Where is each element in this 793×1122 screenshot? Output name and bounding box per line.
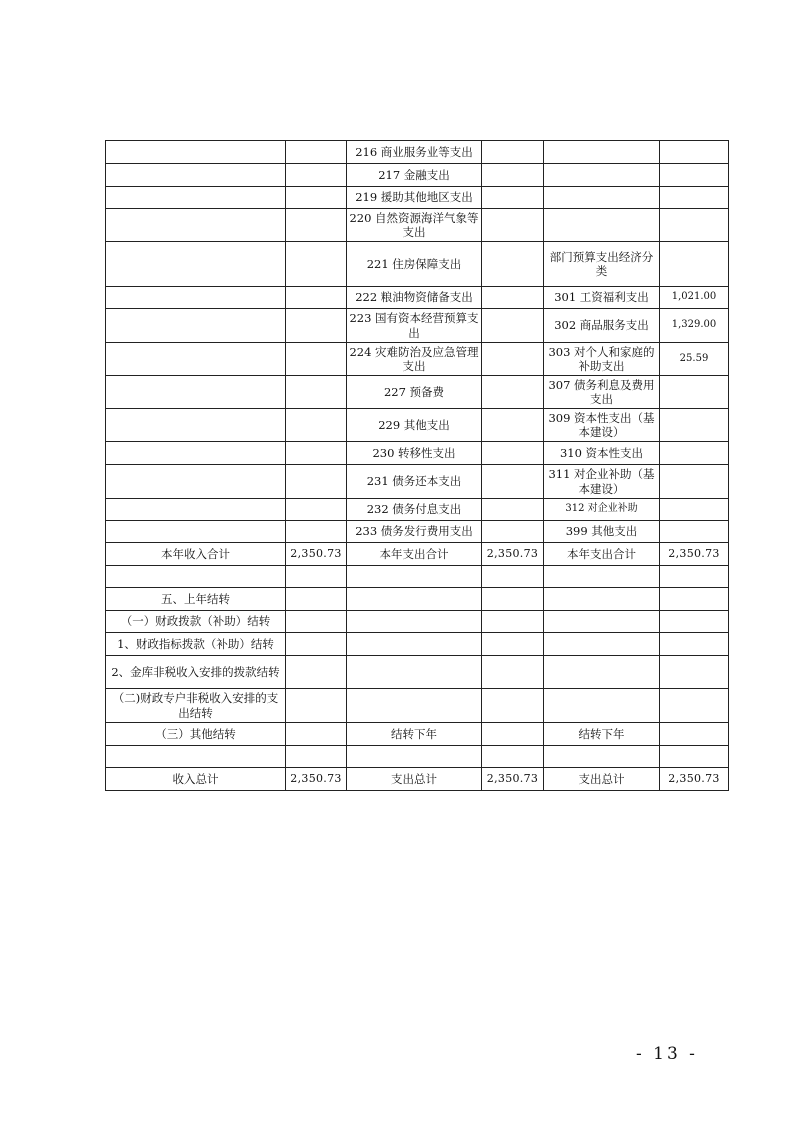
table-cell: 1,021.00 [660,287,729,309]
table-cell [106,209,286,242]
table-cell [660,499,729,521]
table-cell [286,723,347,746]
table-cell [106,465,286,499]
table-cell [482,376,544,409]
table-cell: 收入总计 [106,768,286,791]
table-cell [660,656,729,689]
table-cell [544,656,660,689]
table-cell [544,187,660,209]
table-cell [482,409,544,442]
table-cell: （三）其他结转 [106,723,286,746]
table-cell [482,164,544,187]
table-row [106,442,729,465]
table-cell [286,465,347,499]
table-cell [286,164,347,187]
table-cell [347,689,482,723]
table-cell: 本年支出合计 [347,543,482,566]
table-row [106,768,729,791]
table-cell: 312 对企业补助 [544,499,660,521]
table-cell [482,633,544,656]
table-cell: 2,350.73 [286,543,347,566]
table-cell: 2,350.73 [660,768,729,791]
table-cell [106,164,286,187]
table-cell [660,633,729,656]
table-cell [106,343,286,376]
table-cell [347,611,482,633]
table-cell: 217 金融支出 [347,164,482,187]
table-cell [482,141,544,164]
table-cell [286,633,347,656]
table-cell [544,141,660,164]
table-cell: 233 债务发行费用支出 [347,521,482,543]
table-cell: 1、财政指标拨款（补助）结转 [106,633,286,656]
table-cell [660,746,729,768]
table-cell [660,521,729,543]
table-cell [106,242,286,287]
budget-table [105,140,729,791]
table-cell [482,343,544,376]
table-cell: 2,350.73 [482,543,544,566]
table-cell: 五、上年结转 [106,588,286,611]
table-cell [286,141,347,164]
table-cell [347,656,482,689]
table-cell: 2,350.73 [660,543,729,566]
table-cell [660,164,729,187]
table-cell [286,409,347,442]
table-cell [286,521,347,543]
table-cell [660,376,729,409]
table-cell [286,746,347,768]
table-cell: 219 援助其他地区支出 [347,187,482,209]
table-cell: 223 国有资本经营预算支出 [347,309,482,343]
table-cell [482,611,544,633]
table-cell [106,521,286,543]
table-cell [544,633,660,656]
table-row [106,409,729,442]
table-row [106,499,729,521]
table-row [106,746,729,768]
table-cell: 309 资本性支出（基本建设） [544,409,660,442]
table-cell [544,588,660,611]
table-cell [482,588,544,611]
table-cell [286,343,347,376]
table-cell: 本年支出合计 [544,543,660,566]
table-cell [544,566,660,588]
table-row [106,656,729,689]
table-cell: 311 对企业补助（基本建设） [544,465,660,499]
table-cell [482,242,544,287]
table-cell [660,465,729,499]
table-cell [106,566,286,588]
table-cell [482,187,544,209]
table-row [106,521,729,543]
table-row [106,588,729,611]
table-cell [286,242,347,287]
table-cell [106,499,286,521]
table-cell: 229 其他支出 [347,409,482,442]
table-row [106,465,729,499]
table-cell [660,588,729,611]
table-cell [482,656,544,689]
table-cell [482,723,544,746]
table-cell [544,746,660,768]
table-row [106,633,729,656]
table-cell [106,746,286,768]
table-cell: 222 粮油物资储备支出 [347,287,482,309]
table-cell: 232 债务付息支出 [347,499,482,521]
table-cell: 310 资本性支出 [544,442,660,465]
table-cell [482,309,544,343]
table-cell [286,656,347,689]
table-row [106,309,729,343]
table-cell: 303 对个人和家庭的补助支出 [544,343,660,376]
table-row [106,164,729,187]
table-cell [544,689,660,723]
table-row [106,543,729,566]
table-cell: 结转下年 [544,723,660,746]
table-cell: 302 商品服务支出 [544,309,660,343]
table-cell [286,611,347,633]
table-cell [347,746,482,768]
table-cell [482,287,544,309]
page-number: - 13 - [636,1044,698,1064]
table-cell [286,499,347,521]
table-cell [544,209,660,242]
table-cell: 307 债务利息及费用支出 [544,376,660,409]
table-cell: 220 自然资源海洋气象等支出 [347,209,482,242]
table-cell [660,409,729,442]
table-row [106,141,729,164]
table-cell: 25.59 [660,343,729,376]
table-cell [660,187,729,209]
table-cell: 224 灾难防治及应急管理支出 [347,343,482,376]
table-cell [347,588,482,611]
table-row [106,209,729,242]
table-cell [660,242,729,287]
table-row [106,343,729,376]
table-cell [286,309,347,343]
table-cell [482,499,544,521]
table-cell [286,287,347,309]
table-cell [482,689,544,723]
table-cell [286,566,347,588]
table-row [106,376,729,409]
table-cell [660,566,729,588]
table-cell [660,723,729,746]
table-row [106,187,729,209]
table-cell [286,689,347,723]
table-cell [106,187,286,209]
table-cell: 399 其他支出 [544,521,660,543]
table-cell: 结转下年 [347,723,482,746]
table-cell [482,521,544,543]
table-cell [660,442,729,465]
table-cell [347,633,482,656]
table-cell: 216 商业服务业等支出 [347,141,482,164]
table-cell [286,588,347,611]
table-cell [482,209,544,242]
table-cell: 301 工资福利支出 [544,287,660,309]
table-cell [106,376,286,409]
table-cell: （二)财政专户非税收入安排的支出结转 [106,689,286,723]
table-row [106,689,729,723]
table-cell: 支出总计 [544,768,660,791]
table-cell: （一）财政拨款（补助）结转 [106,611,286,633]
table-cell: 支出总计 [347,768,482,791]
table-cell [286,376,347,409]
table-cell: 2,350.73 [482,768,544,791]
table-row [106,242,729,287]
table-cell [106,409,286,442]
table-row [106,611,729,633]
table-cell [106,442,286,465]
table-cell: 2、金库非税收入安排的拨款结转 [106,656,286,689]
table-row [106,723,729,746]
table-cell [106,141,286,164]
table-cell [482,465,544,499]
table-cell [544,164,660,187]
table-cell [482,442,544,465]
table-cell [482,566,544,588]
table-row [106,566,729,588]
table-cell: 221 住房保障支出 [347,242,482,287]
table-cell [286,209,347,242]
table-cell: 2,350.73 [286,768,347,791]
table-cell: 部门预算支出经济分类 [544,242,660,287]
table-cell [347,566,482,588]
table-cell: 230 转移性支出 [347,442,482,465]
table-cell [660,611,729,633]
table-cell: 本年收入合计 [106,543,286,566]
table-cell [660,141,729,164]
table-cell [660,209,729,242]
table-cell [286,187,347,209]
table-row [106,287,729,309]
table-cell: 1,329.00 [660,309,729,343]
table-cell [106,287,286,309]
table-cell [660,689,729,723]
table-cell: 227 预备费 [347,376,482,409]
table-cell: 231 债务还本支出 [347,465,482,499]
table-cell [286,442,347,465]
table-cell [106,309,286,343]
table-cell [544,611,660,633]
table-cell [482,746,544,768]
